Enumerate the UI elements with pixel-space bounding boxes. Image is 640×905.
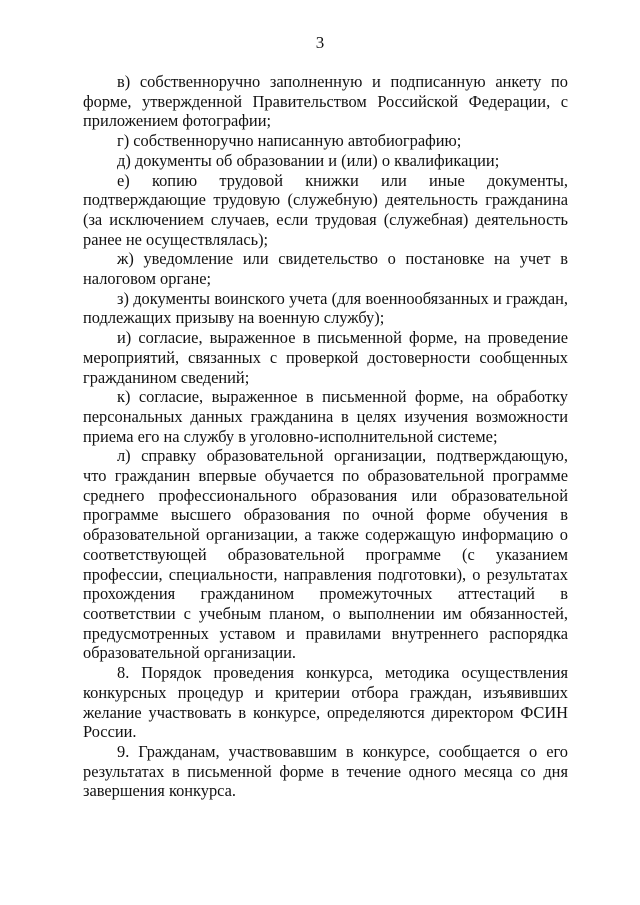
- document-body: [83, 72, 568, 801]
- paragraph-g-autobiography: г) собственноручно написанную автобиографию;: [117, 131, 462, 151]
- paragraph-8-competition-procedure: 8. Порядок проведения конкурса, методика осуществления конкурсных процедур и критерии отбора граждан, изъявивших желание участвовать в конкурсе, определяются директором ФСИН России.: [83, 663, 568, 742]
- paragraph-9-results-notification: 9. Гражданам, участвовавшим в конкурсе, сообщается о его результатах в письменной форме в течение одного месяца со дня завершения конкурса.: [83, 741, 568, 801]
- paragraph-k-data-processing-consent: к) согласие, выраженное в письменной форме, на обработку персональных данных гражданина в целях изучения возможности приема его на службу в уголовно-исполнительной системе;: [83, 387, 568, 446]
- paragraph-l-education-certificate: л) справку образовательной организации, подтверждающую, что гражданин впервые обучается по образовательной программе среднего профессионального образования или образовательной программе высшего образования по очной форме обучения в образовательной организации, а также содержащую информацию о соответствующей образовательной программе (с указанием профессии, специальности, направления подготовки), о результатах прохождения гражданином промежуточных аттестаций в соответствии с учебным планом, о выполнении им обязанностей, предусмотренных уставом и правилами внутреннего распорядка образовательной организации.: [83, 446, 568, 663]
- paragraph-zh-tax-registration: ж) уведомление или свидетельство о постановке на учет в налоговом органе;: [83, 249, 568, 289]
- paragraph-e-employment-record: е) копию трудовой книжки или иные документы, подтверждающие трудовую (служебную) деятельность гражданина (за исключением случаев, если трудовая (служебная) деятельность ранее не осуществлялась);: [83, 170, 568, 249]
- paragraph-i-verification-consent: и) согласие, выраженное в письменной форме, на проведение мероприятий, связанных с проверкой достоверности сообщенных гражданином сведений;: [83, 328, 568, 387]
- paragraph-z-military-documents: з) документы воинского учета (для военнообязанных и граждан, подлежащих призыву на военную службу);: [83, 288, 568, 328]
- page-number: 3: [315, 33, 325, 52]
- paragraph-v-questionnaire: в) собственноручно заполненную и подписанную анкету по форме, утвержденной Правительством Российской Федерации, с приложением фотографии;: [83, 72, 568, 131]
- paragraph-d-education-documents: д) документы об образовании и (или) о квалификации;: [117, 150, 500, 170]
